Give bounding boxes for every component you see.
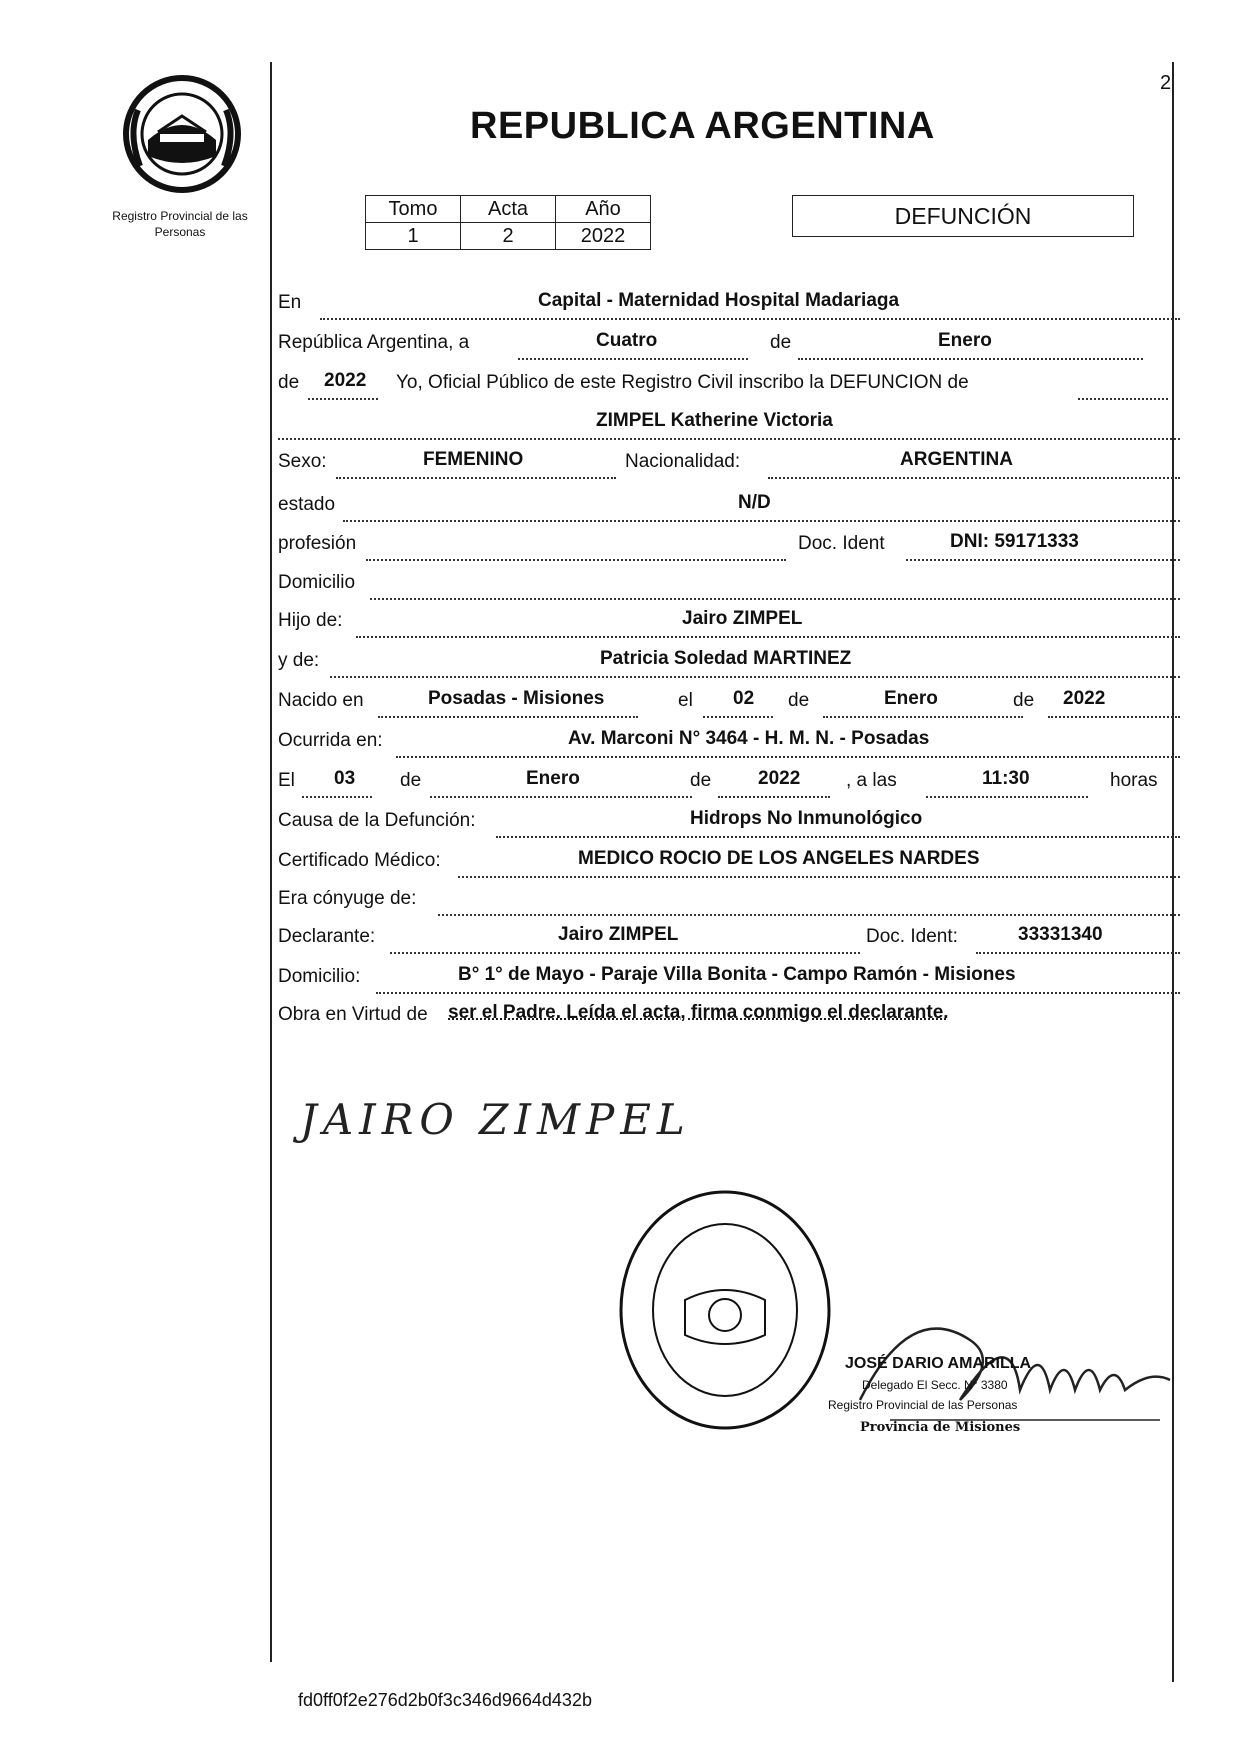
row-hijo	[278, 610, 1180, 644]
row-ocurrida	[278, 730, 1180, 764]
row-declarante	[278, 926, 1180, 960]
tomo-value: 1	[366, 223, 461, 250]
official-province: Provincia de Misiones	[860, 1420, 1021, 1435]
hijo-label: Hijo de:	[278, 610, 343, 631]
en-label: En	[278, 292, 302, 313]
row-domicilio2	[278, 966, 1180, 1000]
row-profesion	[278, 533, 1180, 567]
death-day: 03	[334, 768, 356, 789]
birth-month: Enero	[884, 688, 938, 709]
nacionalidad-value: ARGENTINA	[900, 449, 1013, 470]
record-type-box: DEFUNCIÓN	[792, 195, 1134, 237]
row-causa	[278, 810, 1180, 844]
declarant-signature: JAIRO ZIMPEL	[300, 1095, 691, 1144]
alas-label: , a las	[846, 770, 897, 791]
row-estado	[278, 494, 1180, 528]
de2-label: de	[278, 372, 300, 393]
de4-label: de	[1013, 690, 1035, 711]
birth-day: 02	[733, 688, 755, 709]
yde-label: y de:	[278, 650, 320, 671]
death-time: 11:30	[982, 768, 1030, 789]
doc2-value: 33331340	[1018, 924, 1103, 945]
certificado-value: MEDICO ROCIO DE LOS ANGELES NARDES	[578, 848, 980, 869]
row-certificado	[278, 850, 1180, 884]
birth-year: 2022	[1063, 688, 1106, 709]
row-en	[278, 292, 1180, 326]
row-conyuge	[278, 888, 1180, 922]
nacionalidad-label: Nacionalidad:	[625, 451, 741, 472]
el2-label: El	[278, 770, 295, 791]
doc-value: DNI: 59171333	[950, 531, 1079, 552]
estado-label: estado	[278, 494, 336, 515]
death-year: 2022	[758, 768, 801, 789]
row-el	[278, 770, 1180, 804]
document-hash: fd0ff0f2e276d2b0f3c346d9664d432b	[298, 1690, 592, 1710]
de6-label: de	[690, 770, 712, 791]
en-value: Capital - Maternidad Hospital Madariaga	[538, 290, 900, 311]
doc2-label: Doc. Ident:	[866, 926, 958, 947]
row-yo	[278, 372, 1180, 406]
sexo-value: FEMENINO	[423, 449, 524, 470]
de5-label: de	[400, 770, 422, 791]
father-name: Jairo ZIMPEL	[682, 608, 803, 629]
row-obra	[278, 1004, 1180, 1038]
conyuge-label: Era cónyuge de:	[278, 888, 417, 909]
page-title: REPUBLICA ARGENTINA	[470, 105, 935, 147]
official-stamp	[615, 1185, 835, 1435]
row-nacido	[278, 690, 1180, 724]
day-text: Cuatro	[596, 330, 658, 351]
obra-label: Obra en Virtud de	[278, 1004, 428, 1025]
row-sexo	[278, 451, 1180, 485]
causa-value: Hidrops No Inmunológico	[690, 808, 923, 829]
year-value: 2022	[324, 370, 367, 391]
republica-label: República Argentina, a	[278, 332, 470, 353]
nacido-label: Nacido en	[278, 690, 364, 711]
certificado-label: Certificado Médico:	[278, 850, 441, 871]
domicilio2-label: Domicilio:	[278, 966, 361, 987]
yo-text: Yo, Oficial Público de este Registro Civil inscribo la DEFUNCION de	[396, 372, 969, 393]
ocurrida-value: Av. Marconi N° 3464 - H. M. N. - Posadas	[568, 728, 930, 749]
row-yde	[278, 650, 1180, 684]
domicilio2-value: B° 1° de Mayo - Paraje Villa Bonita - Campo Ramón - Misiones	[458, 964, 1016, 985]
de3-label: de	[788, 690, 810, 711]
official-role: Delegado El Secc. N° 3380	[862, 1378, 1008, 1392]
acta-header: Acta	[461, 196, 556, 223]
sexo-label: Sexo:	[278, 451, 327, 472]
doc-label: Doc. Ident	[798, 533, 885, 554]
official-registry: Registro Provincial de las Personas	[828, 1398, 1018, 1412]
mother-name: Patricia Soledad MARTINEZ	[600, 648, 852, 669]
anio-value: 2022	[556, 223, 651, 250]
row-deceased	[278, 412, 1180, 446]
de-label: de	[770, 332, 792, 353]
ocurrida-label: Ocurrida en:	[278, 730, 383, 751]
estado-value: N/D	[738, 492, 771, 513]
acta-value: 2	[461, 223, 556, 250]
left-margin-line	[270, 62, 272, 1662]
obra-value: ser el Padre. Leída el acta, firma conmigo el declarante.	[448, 1002, 949, 1023]
row-domicilio	[278, 572, 1180, 606]
nacido-place: Posadas - Misiones	[428, 688, 605, 709]
declarante-value: Jairo ZIMPEL	[558, 924, 679, 945]
tomo-header: Tomo	[366, 196, 461, 223]
page-number: 2	[1160, 72, 1172, 94]
domicilio-label: Domicilio	[278, 572, 356, 593]
registry-table	[365, 195, 651, 250]
deceased-name: ZIMPEL Katherine Victoria	[596, 410, 833, 431]
province-logo	[118, 70, 246, 198]
organization-name: Registro Provincial de las Personas	[112, 209, 248, 239]
death-month: Enero	[526, 768, 580, 789]
el-label: el	[678, 690, 693, 711]
declarante-label: Declarante:	[278, 926, 376, 947]
row-date	[278, 332, 1180, 366]
month-text: Enero	[938, 330, 992, 351]
official-name: JOSÉ DARIO AMARILLA	[845, 1355, 1032, 1372]
profesion-label: profesión	[278, 533, 357, 554]
causa-label: Causa de la Defunción:	[278, 810, 476, 831]
anio-header: Año	[556, 196, 651, 223]
horas-label: horas	[1110, 770, 1158, 791]
